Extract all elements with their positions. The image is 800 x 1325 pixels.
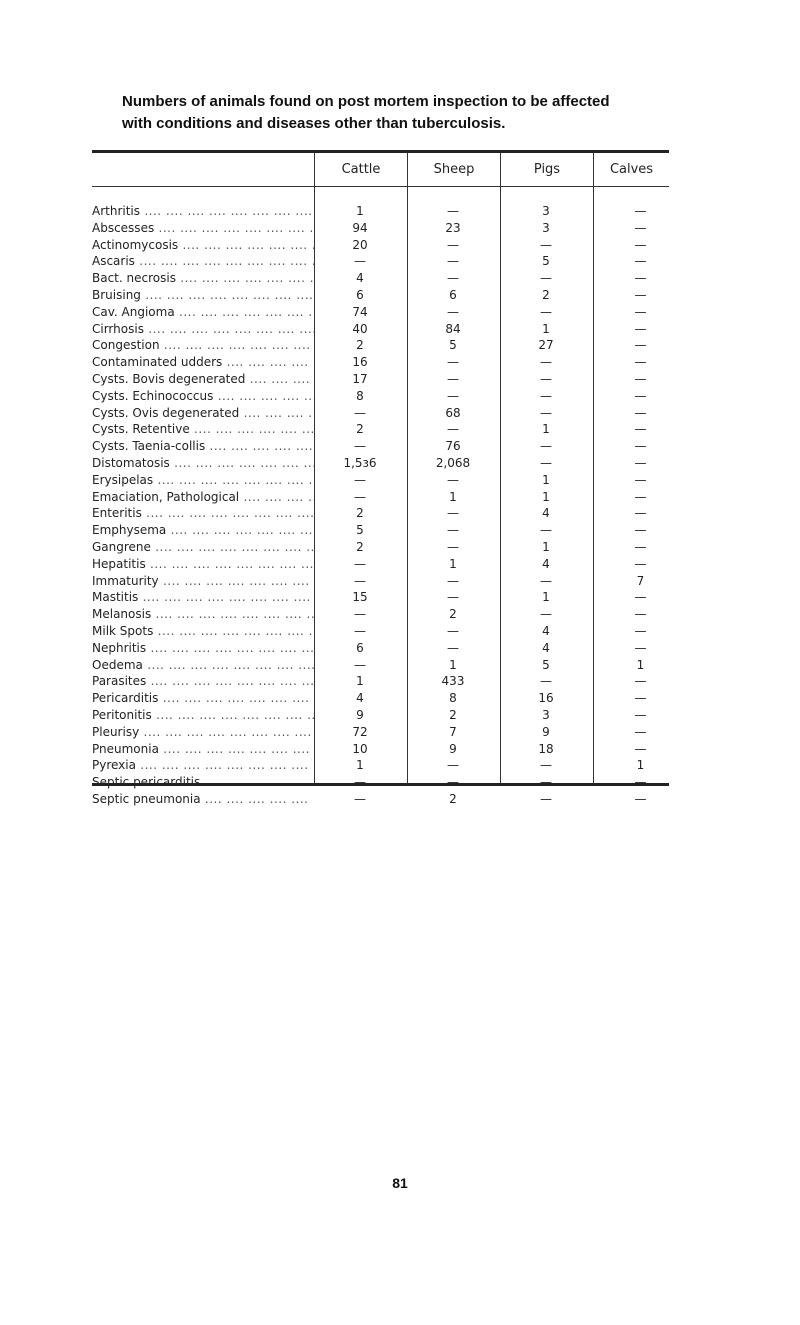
sheep-value: 2 [449,707,457,722]
sheep-value: — [447,237,459,252]
calves-value: 1 [636,758,645,773]
condition-label: Cysts. Ovis degenerated .... [92,405,314,422]
cattle-value: — [354,405,366,420]
pigs-value: 1 [542,489,550,504]
condition-label: Parasites .... [92,673,314,690]
sheep-value: — [447,590,459,605]
pigs-value: 1 [542,321,550,336]
calves-value: — [634,271,647,286]
sheep-value: 6 [449,287,457,302]
page-number: 81 [392,1175,408,1191]
cattle-value: 1 [356,674,364,689]
cattle-value: 74 [352,304,368,319]
table-row [92,757,669,774]
table-bottom-rule [92,783,669,786]
table-row [92,304,669,321]
column-header-pigs: Pigs [533,162,561,177]
header-underline-columns [314,186,669,187]
table-row [92,354,669,371]
cattle-value: 6 [356,287,364,302]
table-row [92,371,669,388]
sheep-value: — [447,254,459,269]
pigs-value: 2 [542,287,550,302]
sheep-value: — [447,355,459,370]
sheep-value: 1 [449,489,457,504]
pigs-value: 4 [542,506,550,521]
sheep-value: 68 [445,405,461,420]
pigs-value: 4 [542,556,550,571]
sheep-value: — [447,539,459,554]
cattle-value: 20 [352,237,368,252]
column-header-cattle: Cattle [341,162,381,177]
pigs-value: — [540,304,552,319]
table-row [92,556,669,573]
calves-value: — [634,741,647,756]
pigs-value: 4 [542,640,550,655]
condition-label: Cav. Angioma .... [92,304,314,321]
pigs-value: — [540,674,552,689]
table-row [92,657,669,674]
pigs-value: 3 [542,220,550,235]
cattle-value: 2 [356,506,364,521]
sheep-value: 433 [441,674,465,689]
condition-label: Emphysema .... [92,522,314,539]
sheep-value: 1 [449,556,457,571]
sheep-value: 23 [445,220,461,235]
cattle-value: 40 [352,321,368,336]
cattle-value: 5 [356,523,364,538]
table-row [92,455,669,472]
condition-label: Cysts. Bovis degenerated .... [92,371,314,388]
cattle-value: 1 [356,204,364,218]
calves-value: — [634,321,647,336]
cattle-value: — [354,607,366,622]
pigs-value: 3 [542,204,550,218]
table-row [92,724,669,741]
calves-value: — [634,556,647,571]
condition-label: Actinomycosis .... [92,237,314,254]
sheep-value: — [447,506,459,521]
condition-label: Distomatosis .... [92,455,314,472]
condition-label: Abscesses .... [92,220,314,237]
calves-value: 1 [636,657,645,672]
condition-label: Gangrene .... [92,539,314,556]
condition-label: Emaciation, Pathological .... [92,489,314,506]
sheep-value: — [447,472,459,487]
pigs-value: — [540,439,552,454]
cattle-value: 15 [352,590,368,605]
table-row [92,741,669,758]
sheep-value: 2,068 [435,455,471,470]
calves-value: — [634,371,647,386]
cattle-value: 94 [352,220,368,235]
pigs-value: 1 [542,539,550,554]
pigs-value: — [540,791,552,806]
table-row [92,321,669,338]
cattle-value: 8 [356,388,364,403]
sheep-value: 5 [449,338,457,353]
title-line-1: Numbers of animals found on post mortem inspection to be affected [122,93,610,110]
condition-label: Pleurisy .... [92,724,314,741]
calves-value: — [634,405,647,420]
cattle-value: 72 [352,724,368,739]
calves-value: — [634,388,647,403]
condition-label: Enteritis .... [92,505,314,522]
column-header-calves: Calves [609,162,654,177]
calves-value: — [634,607,647,622]
calves-value: — [634,237,647,252]
pigs-value: 4 [542,623,550,638]
pigs-value: 27 [538,338,554,353]
condition-label: Ascaris .... [92,253,314,270]
condition-label: Hepatitis .... [92,556,314,573]
pigs-value: — [540,355,552,370]
pigs-value: 1 [542,422,550,437]
table-row [92,337,669,354]
table-row [92,220,669,237]
table-row [92,489,669,506]
calves-value: — [634,455,647,470]
cattle-value: 2 [356,539,364,554]
sheep-value: — [447,758,459,773]
pigs-value: 18 [538,741,554,756]
sheep-value: 1 [449,657,457,672]
cattle-value: — [354,472,366,487]
calves-value: — [634,674,647,689]
cattle-value: — [354,489,366,504]
table-row [92,505,669,522]
calves-value: — [634,791,647,806]
calves-value: — [634,254,647,269]
table-row [92,673,669,690]
sheep-value: — [447,523,459,538]
cattle-value: — [354,657,366,672]
calves-value: — [634,472,647,487]
table-row [92,472,669,489]
table-row [92,253,669,270]
cattle-value: 17 [352,371,368,386]
condition-label: Erysipelas .... [92,472,314,489]
header-underline-label [92,186,314,187]
sheep-value: — [447,422,459,437]
calves-value: — [634,707,647,722]
table-row [92,421,669,438]
sheep-value: — [447,371,459,386]
cattle-value: 2 [356,338,364,353]
cattle-value: 4 [356,691,364,706]
sheep-value: — [447,204,459,218]
condition-label: Cysts. Retentive .... [92,421,314,438]
table-row [92,539,669,556]
pigs-value: 16 [538,691,554,706]
condition-label: Pericarditis .... [92,690,314,707]
sheep-value: — [447,388,459,403]
calves-value: — [634,623,647,638]
calves-value: — [634,422,647,437]
calves-value: — [634,439,647,454]
table-row [92,707,669,724]
table-body [92,203,669,808]
cattle-value: — [354,254,366,269]
condition-label: Nephritis .... [92,640,314,657]
cattle-value: 1,5з6 [343,455,377,470]
sheep-value: 8 [449,691,457,706]
cattle-value: — [354,556,366,571]
sheep-value: — [447,573,459,588]
cattle-value: 4 [356,271,364,286]
table-row [92,287,669,304]
cattle-value: 9 [356,707,364,722]
condition-label: Immaturity .... [92,573,314,590]
calves-value: — [634,539,647,554]
sheep-value: — [447,304,459,319]
calves-value: — [634,523,647,538]
table-row [92,522,669,539]
pigs-value: — [540,237,552,252]
condition-label: Melanosis .... [92,606,314,623]
sheep-value: 7 [449,724,457,739]
table-row [92,438,669,455]
pigs-value: 9 [542,724,550,739]
condition-label: Peritonitis .... [92,707,314,724]
sheep-value: 2 [449,607,457,622]
pigs-value: 1 [542,590,550,605]
condition-label: Bact. necrosis .... [92,270,314,287]
condition-label: Cirrhosis .... [92,321,314,338]
pigs-value: 5 [542,254,550,269]
cattle-value: 2 [356,422,364,437]
pigs-value: — [540,573,552,588]
condition-label: Bruising .... [92,287,314,304]
condition-label: Milk Spots .... [92,623,314,640]
condition-label: Cysts. Echinococcus .... [92,388,314,405]
pigs-value: 3 [542,707,550,722]
calves-value: — [634,691,647,706]
pigs-value: — [540,523,552,538]
table-row [92,690,669,707]
pigs-value: 5 [542,657,550,672]
title-line-2: with conditions and diseases other than tuberculosis. [122,115,506,132]
calves-value: — [634,724,647,739]
table-row [92,237,669,254]
calves-value: — [634,338,647,353]
pigs-value: — [540,271,552,286]
sheep-value: 2 [449,791,457,806]
condition-label: Septic pneumonia .... [92,791,314,808]
condition-label: Oedema .... [92,657,314,674]
table-row [92,623,669,640]
pigs-value: — [540,455,552,470]
table-row [92,589,669,606]
condition-label: Contaminated udders .... [92,354,314,371]
cattle-value: — [354,623,366,638]
cattle-value: — [354,573,366,588]
pigs-value: — [540,405,552,420]
condition-label: Mastitis .... [92,589,314,606]
calves-value: 7 [636,573,645,588]
calves-value: — [634,287,647,302]
cattle-value: 10 [352,741,368,756]
cattle-value: 16 [352,355,368,370]
table-row [92,606,669,623]
calves-value: — [634,590,647,605]
cattle-value: — [354,439,366,454]
pigs-value: 1 [542,472,550,487]
calves-value: — [634,204,647,218]
condition-label: Pneumonia .... [92,741,314,758]
column-header-sheep: Sheep [433,162,475,177]
condition-label: Arthritis .... [92,203,314,220]
cattle-value: 6 [356,640,364,655]
pigs-value: — [540,607,552,622]
cattle-value: 1 [356,758,364,773]
calves-value: — [634,355,647,370]
calves-value: — [634,304,647,319]
table-row [92,405,669,422]
sheep-value: — [447,640,459,655]
table-row [92,573,669,590]
condition-label: Cysts. Taenia-collis .... [92,438,314,455]
sheep-value: 9 [449,741,457,756]
cattle-value: — [354,791,366,806]
condition-label: Congestion .... [92,337,314,354]
condition-label: Pyrexia .... [92,757,314,774]
calves-value: — [634,489,647,504]
table-row [92,791,669,808]
table-row [92,388,669,405]
sheep-value: — [447,271,459,286]
pigs-value: — [540,758,552,773]
pigs-value: — [540,371,552,386]
page-title [122,91,722,135]
table-row [92,203,669,220]
pigs-value: — [540,388,552,403]
calves-value: — [634,506,647,521]
table-row [92,270,669,287]
table-top-rule [92,150,669,153]
table-row [92,640,669,657]
sheep-value: 84 [445,321,461,336]
calves-value: — [634,640,647,655]
calves-value: — [634,220,647,235]
sheep-value: 76 [445,439,461,454]
sheep-value: — [447,623,459,638]
